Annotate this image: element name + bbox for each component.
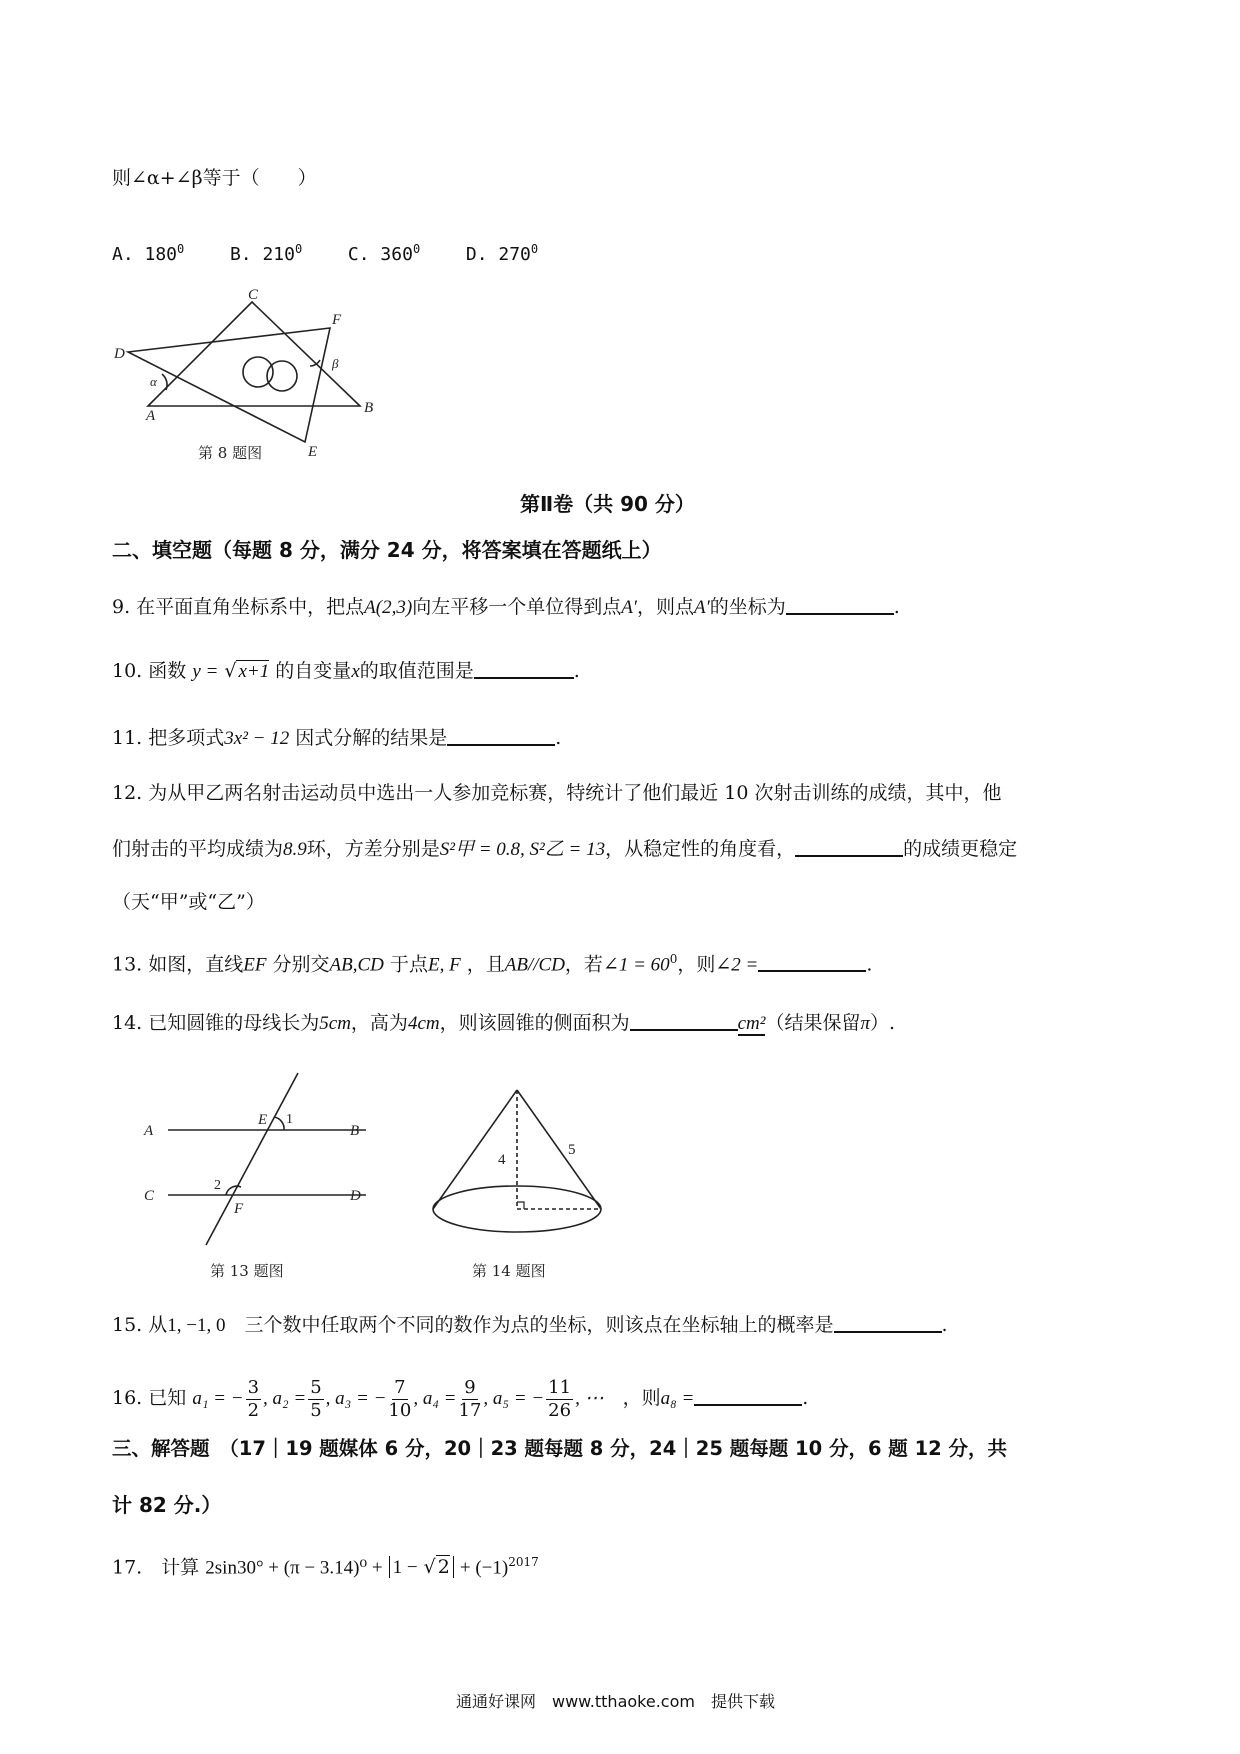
question-12-line-1: 12. 为从甲乙两名射击运动员中选出一人参加竞标赛，特统计了他们最近 10 次射击训练的成绩，其中，他 [112,782,1002,804]
q9-answer-blank[interactable] [786,593,894,615]
fraction-a3: $\frac{7}{10}$ [388,1376,412,1421]
question-11: 11. 把多项式3x² − 12 因式分解的结果是 . [112,724,561,752]
circle-right [267,361,297,391]
fig8-caption: 第 8 题图 [198,444,263,462]
q8-tail: 则∠α+∠β等于（ ） [112,167,317,189]
q16-answer-blank[interactable] [694,1384,802,1406]
fig8-label-b: B [364,400,374,416]
q14-answer-blank[interactable] [630,1009,738,1031]
right-angle-mark [517,1202,524,1209]
q15-answer-blank[interactable] [834,1311,942,1333]
fig8-label-e: E [308,444,318,460]
fig14-label-height: 4 [498,1152,506,1168]
figure-8 [110,287,374,470]
fig13-label-2: 2 [214,1178,221,1193]
line-ef [206,1073,298,1245]
section3-title-line-2: 计 82 分.） [112,1493,222,1517]
fig13-caption: 第 13 题图 [210,1262,284,1280]
question-17: 17. 计算 2sin30° + (π − 3.14)⁰ + 1 − √ $2 + (-1)^{2017}$ [112,1555,539,1579]
question-15: 15. 从1, −1, 0 三个数中任取两个不同的数作为点的坐标，则该点在坐标轴上的概率是 . [112,1311,948,1339]
q8-option-b: B. $210^0$ [229,242,303,265]
fraction-a5: $\frac{11}{26}$ [548,1376,572,1421]
q12-answer-blank[interactable] [795,835,903,857]
triangle-def [128,328,330,442]
q8-option-a: A. $180^0$ [112,242,185,265]
angle-1-arc [274,1117,284,1130]
fig14-caption: 第 14 题图 [472,1262,546,1280]
q13-answer-blank[interactable] [758,950,866,972]
fig13-label-1: 1 [286,1112,293,1127]
fig13-label-b: B [350,1123,360,1139]
figure-14 [420,1082,640,1302]
page-footer: 通通好课网 www.tthaoke.com 提供下载 [456,1692,775,1711]
fig8-label-alpha: α [150,374,157,389]
fraction-a1: $\frac{3}{2}$ [247,1376,260,1421]
question-16: 16. 已知 a₁ = − $\frac{3}{2}$ , a₂ = $\frac{5}{5}$ , a₃ = − $\frac{7}{10}$ , a₄ = $\frac{9}{17}$ , a₅ = − $\frac{11}{26}$ , ⋯ ，则a₈ = . [112,1376,809,1421]
q8-option-c: C. $360^0$ [347,242,421,265]
fig8-label-a: A [146,408,156,424]
question-9: 9. 在平面直角坐标系中，把点A(2,3)向左平移一个单位得到点A′，则点A′的坐标为 . [112,593,900,621]
question-12-line-3: （天“甲”或“乙”） [112,891,265,913]
fig8-label-beta: β [332,356,339,371]
q8-option-d: D. $270^0$ [465,242,539,265]
figure-13 [140,1065,400,1285]
fig8-label-c: C [248,287,259,303]
triangle-abc [148,302,360,406]
section2-title: 二、填空题（每题 8 分，满分 24 分，将答案填在答题纸上） [112,538,662,562]
fig13-label-c: C [144,1188,155,1204]
question-12-line-2: 们射击的平均成绩为8.9环，方差分别是S²甲 = 0.8, S²乙 = 13，从稳定性的角度看， 的成绩更稳定 [112,835,1017,863]
q11-answer-blank[interactable] [447,724,555,746]
fig8-label-f: F [332,312,342,328]
fig13-label-d: D [350,1188,361,1204]
fraction-a4: $\frac{9}{17}$ [458,1376,482,1421]
part2-title: 第Ⅱ卷（共 90 分） [520,492,695,516]
cone-slant-right [517,1090,601,1209]
q8-options [112,236,538,268]
question-13: 13. 如图，直线EF 分别交AB,CD 于点E, F ，且AB//CD，若∠1 = $60^0$，则∠2 = . [112,952,873,976]
section3-title-line-1: 三、解答题 （17｜19 题媒体 6 分，20｜23 题每题 8 分，24｜25 题每题 10 分，6 题 12 分，共 [112,1437,1008,1460]
fig13-label-e: E [258,1112,268,1128]
fraction-a2: $\frac{5}{5}$ [310,1376,322,1421]
angle-alpha-arc [162,374,167,390]
question-10: 10. 函数 y = √ x+1 的自变量x的取值范围是 . [112,657,580,685]
cone-slant-left [433,1090,517,1209]
fig14-label-slant: 5 [568,1142,576,1158]
q10-answer-blank[interactable] [474,657,574,679]
question-14: 14. 已知圆锥的母线长为5cm，高为4cm，则该圆锥的侧面积为 cm²（结果保留π）. [112,1009,895,1037]
fig13-label-f: F [234,1201,244,1217]
absolute-value: 1 − √ 2 [389,1556,454,1578]
fig13-label-a: A [144,1123,154,1139]
fig8-label-d: D [114,346,125,362]
